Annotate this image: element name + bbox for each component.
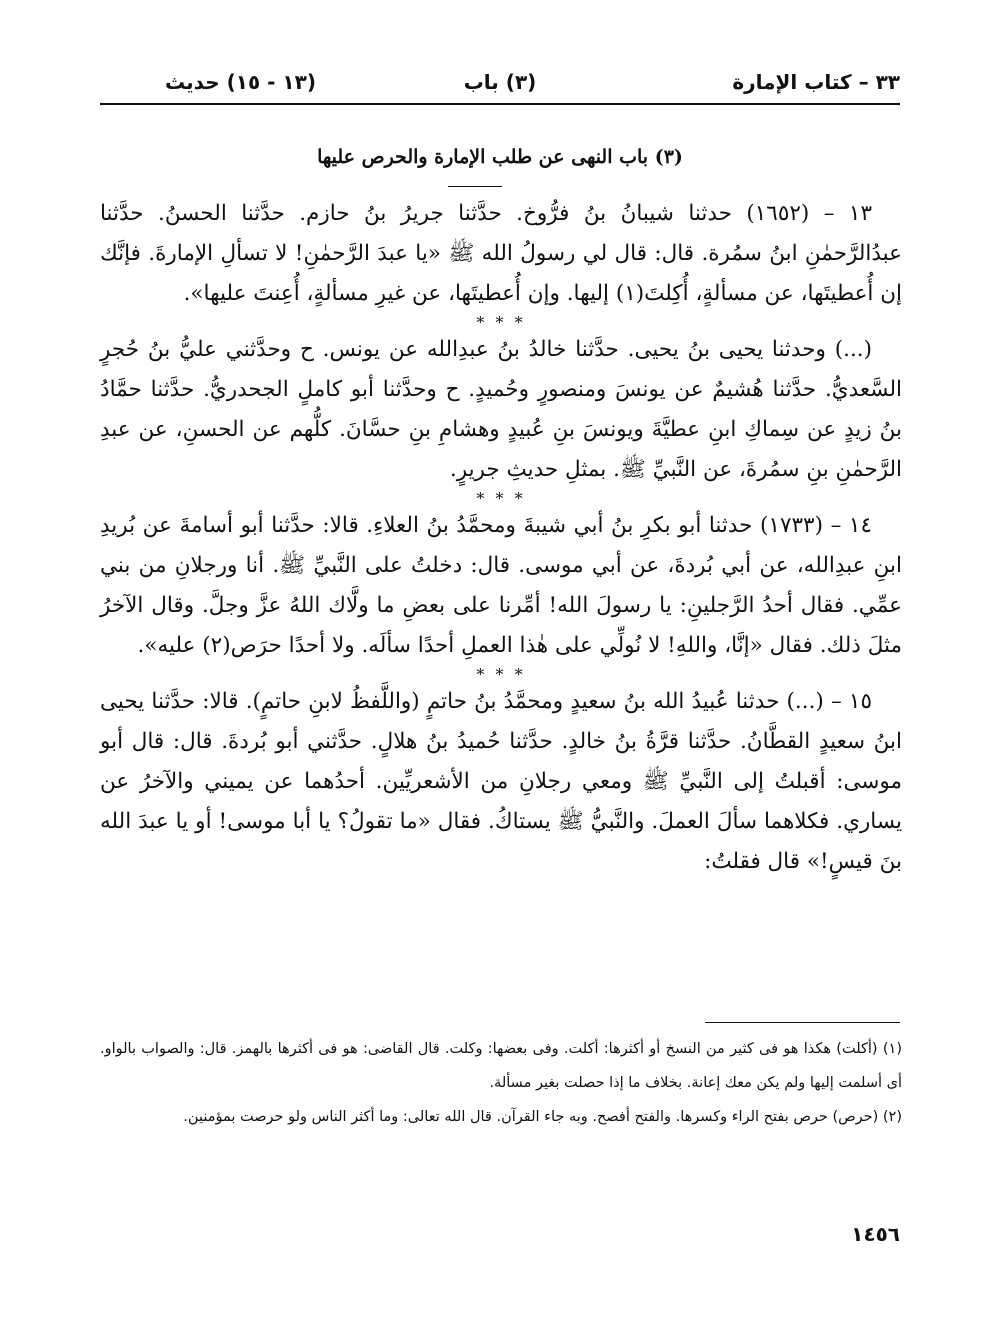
footnote-divider — [705, 1022, 900, 1023]
book-title: ٣٣ – كتاب الإمارة — [732, 70, 900, 94]
footnotes — [100, 1032, 902, 1134]
footnote: (٢) (حرص) حرص بفتح الراء وكسرها. والفتح أفصح. وبه جاء القرآن. قال الله تعالى: وما أكثر الناس ولو حرصت بمؤمنين. — [183, 1109, 902, 1125]
footnote: (١) (أكلت) هكذا هو فى كثير من النسخ أو أكثرها: أكلت. وفى بعضها: وكلت. قال القاضى: هو فى أكثرها بالهمز. قال: والصواب بالواو. أى أسلمت إليها ولم يكن معك إعانة. بخلاف ما إذا حصلت بغير مسألة. — [100, 1041, 902, 1091]
chapter-title-underline — [448, 186, 502, 187]
section-separator: * * * — [476, 313, 526, 332]
hadith-range: (١٣ - ١٥) حديث — [165, 70, 316, 94]
section-separator: * * * — [476, 665, 526, 684]
page-number: ١٤٥٦ — [851, 1222, 900, 1246]
main-text — [100, 194, 902, 882]
hadith-paragraph: ١٣ – (١٦٥٢) حدثنا شيبانُ بنُ فرُّوخ. حدَّثنا جريرُ بنُ حازم. حدَّثنا الحسنُ. حدَّثنا عبدُالرَّحمٰنِ ابنُ سمُرة. قال: قال لي رسولُ الله ﷺ «يا عبدَ الرَّحمٰنِ! لا تسألِ الإمارةَ. فإنَّك إن أُعطيتَها، عن مسألةٍ، أُكِلتَ(١) إليها. وإن أُعطيتَها، عن غيرِ مسألةٍ، أُعِنتَ عليها». — [100, 201, 902, 306]
hadith-paragraph: ١٥ – (...) حدثنا عُبيدُ الله بنُ سعيدٍ ومحمَّدُ بنُ حاتمٍ (واللَّفظُ لابنِ حاتمٍ). قالا: حدَّثنا يحيى ابنُ سعيدٍ القطَّانُ. حدَّثنا قرَّةُ بنُ خالدٍ. حدَّثنا حُميدُ بنُ هلالٍ. حدَّثني أبو بُردةَ. قال: قال أبو موسى: أقبلتُ إلى النَّبيِّ ﷺ ومعي رجلانِ من الأشعريِّين. أحدُهما عن يميني والآخرُ عن يساري. فكلاهما سألَ العملَ. والنَّبيُّ ﷺ يستاكُ. فقال «ما تقولُ؟ يا أبا موسى! أو يا عبدَ الله بنَ قيسٍ!» قال فقلتُ: — [100, 689, 902, 874]
chapter-label: (٣) باب — [463, 70, 537, 94]
hadith-paragraph: (...) وحدثنا يحيى بنُ يحيى. حدَّثنا خالدُ بنُ عبدِالله عن يونس. ح وحدَّثني عليُّ بنُ حُجرٍ السَّعديُّ. حدَّثنا هُشيمٌ عن يونسَ ومنصورٍ وحُميدٍ. ح وحدَّثنا أبو كاملٍ الجحدريُّ. حدَّثنا حمَّادُ بنُ زيدٍ عن سِماكِ ابنِ عطيَّةَ ويونسَ بنِ عُبيدٍ وهشامِ بنِ حسَّانَ. كلُّهم عن الحسنِ، عن عبدِ الرَّحمٰنِ بنِ سمُرةَ، عن النَّبيِّ ﷺ. بمثلِ حديثِ جريرٍ. — [100, 337, 902, 482]
running-header — [100, 66, 900, 106]
hadith-paragraph: ١٤ – (١٧٣٣) حدثنا أبو بكرِ بنُ أبي شيبةَ ومحمَّدُ بنُ العلاءِ. قالا: حدَّثنا أبو أسامةَ عن بُريدِ ابنِ عبدِالله، عن أبي بُردةَ، عن أبي موسى. قال: دخلتُ على النَّبيِّ ﷺ. أنا ورجلانِ من بني عمِّي. فقال أحدُ الرَّجلينِ: يا رسولَ الله! أمِّرنا على بعضِ ما ولَّاك اللهُ عزَّ وجلَّ. وقال الآخرُ مثلَ ذلك. فقال «إنَّا، واللهِ! لا نُولِّي على هٰذا العملِ أحدًا سألَه. ولا أحدًا حرَص(٢) عليه». — [100, 513, 902, 658]
header-divider — [100, 103, 900, 105]
section-separator: * * * — [476, 489, 526, 508]
chapter-title: (٣) باب النهى عن طلب الإمارة والحرص عليها — [317, 146, 683, 168]
